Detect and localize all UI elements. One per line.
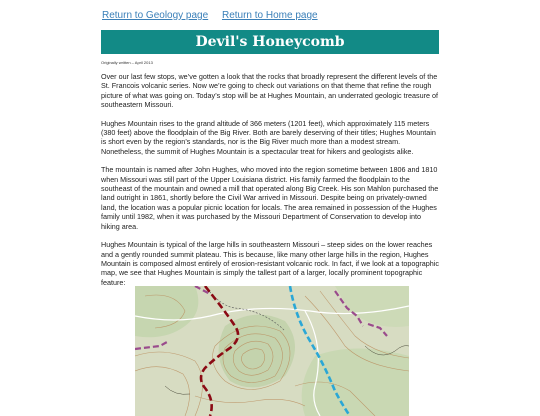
topographic-map	[135, 286, 409, 416]
paragraph-intro: Over our last few stops, we’ve gotten a look that the rocks that broadly represent the different levels of the St. Francois volcanic series. Now we’re going to check out variations on that theme that refine the rough picture of what was going on. Today’s stop will be at Hughes Mountain, an underrated geologic treasure of southeastern Missouri.	[101, 72, 438, 110]
article-body	[101, 72, 441, 296]
home-page-link[interactable]: Return to Home page	[221, 10, 318, 21]
topographic-map-image	[135, 286, 409, 416]
geology-page-link[interactable]: Return to Geology page	[102, 10, 209, 21]
paragraph-altitude: Hughes Mountain rises to the grand altitude of 366 meters (1201 feet), which approximately 115 meters (380 feet) above the floodplain of the Big River. Both are barely deserving of their titles; Hughes Mountain is short even by the region’s standards, nor is the Big River much more than a modest stream. Nonetheless, the summit of Hughes Mountain is a spectacular treat for hikers and geologists alike.	[101, 118, 436, 156]
written-date: Originally written – April 2013	[101, 60, 153, 65]
paragraph-geology: Hughes Mountain is typical of the large hills in southeastern Missouri – steep sides on the lower reaches and a gently rounded summit plateau. This is because, like many other large hills in the region, Hughes Mountain is composed almost entirely of erosion-resistant volcanic rock. In fact, if we look at a topographic map, we see that Hughes Mountain is simply the tallest part of a larger, locally prominent topographic feature:	[101, 240, 439, 287]
page-title: Devil's Honeycomb	[101, 30, 439, 54]
paragraph-history: The mountain is named after John Hughes, who moved into the region sometime between 1806 and 1810 when Missouri was still part of the Upper Louisiana district. His family farmed the floodplain to the southeast of the mountain and owned a mill that operated along Big Creek. His son Mahlon purchased the land outright in 1861, shortly before the Civil War arrived in Missouri. Despite being on privately-owned land, the location was a popular picnic location for locals. The area remained in possession of the Hughes family until 1982, when it was purchased by the Missouri Department of Conservation to develop into hiking area.	[101, 165, 439, 231]
top-nav	[102, 10, 329, 21]
